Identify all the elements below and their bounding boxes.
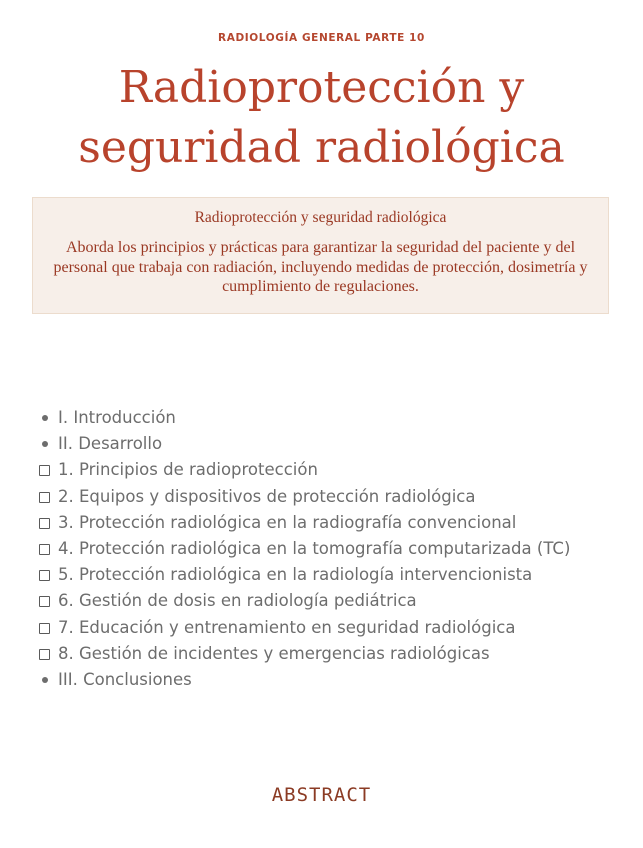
bullet-icon	[38, 667, 54, 693]
toc-item-label: 2. Equipos y dispositivos de protección radiológica	[58, 486, 476, 506]
toc-item-label: 3. Protección radiológica en la radiografía convencional	[58, 512, 517, 532]
checkbox-icon[interactable]	[38, 457, 54, 483]
toc-item-label: 1. Principios de radioprotección	[58, 460, 318, 480]
toc-item[interactable]	[38, 510, 598, 536]
toc-item[interactable]	[38, 457, 598, 483]
checkbox-icon[interactable]	[38, 536, 54, 562]
section-kicker: RADIOLOGÍA GENERAL PARTE 10	[218, 32, 425, 44]
checkbox-icon[interactable]	[38, 641, 54, 667]
toc-item-label: I. Introducción	[58, 408, 176, 427]
abstract-summary-box	[32, 197, 609, 314]
abstract-box-title: Radioprotección y seguridad radiológica	[194, 209, 447, 226]
toc-item[interactable]	[38, 562, 598, 588]
toc-item-label: 7. Educación y entrenamiento en seguridad radiológica	[58, 617, 516, 637]
toc-item[interactable]	[38, 588, 598, 614]
bullet-icon	[38, 405, 54, 431]
toc-item[interactable]	[38, 615, 598, 641]
toc-item-label: II. Desarrollo	[58, 434, 163, 454]
abstract-box-text: Aborda los principios y prácticas para garantizar la seguridad del paciente y del personal que trabaja con radiación, incluyendo medidas de protección, dosimetría y cumplimiento de regulaciones.	[53, 239, 588, 295]
toc-item	[38, 405, 598, 431]
toc-item-label: 5. Protección radiológica en la radiología intervencionista	[58, 565, 533, 585]
page-title	[0, 58, 643, 178]
page-title-line-1: Radioprotección y	[118, 62, 525, 113]
toc-item-label: 4. Protección radiológica en la tomografía computarizada (TC)	[58, 539, 571, 559]
checkbox-icon[interactable]	[38, 484, 54, 510]
page-title-line-2: seguridad radiológica	[78, 122, 565, 173]
toc-item[interactable]	[38, 641, 598, 667]
toc-item-label: 8. Gestión de incidentes y emergencias radiológicas	[58, 643, 490, 663]
table-of-contents	[38, 405, 598, 693]
toc-item-label: III. Conclusiones	[58, 670, 192, 690]
checkbox-icon[interactable]	[38, 588, 54, 614]
toc-item-label: 6. Gestión de dosis en radiología pediátrica	[58, 591, 417, 611]
checkbox-icon[interactable]	[38, 510, 54, 536]
toc-item[interactable]	[38, 484, 598, 510]
abstract-footer-label: ABSTRACT	[271, 784, 372, 806]
toc-item[interactable]	[38, 536, 598, 562]
toc-item	[38, 431, 598, 457]
toc-item	[38, 667, 598, 693]
checkbox-icon[interactable]	[38, 615, 54, 641]
bullet-icon	[38, 431, 54, 457]
checkbox-icon[interactable]	[38, 562, 54, 588]
